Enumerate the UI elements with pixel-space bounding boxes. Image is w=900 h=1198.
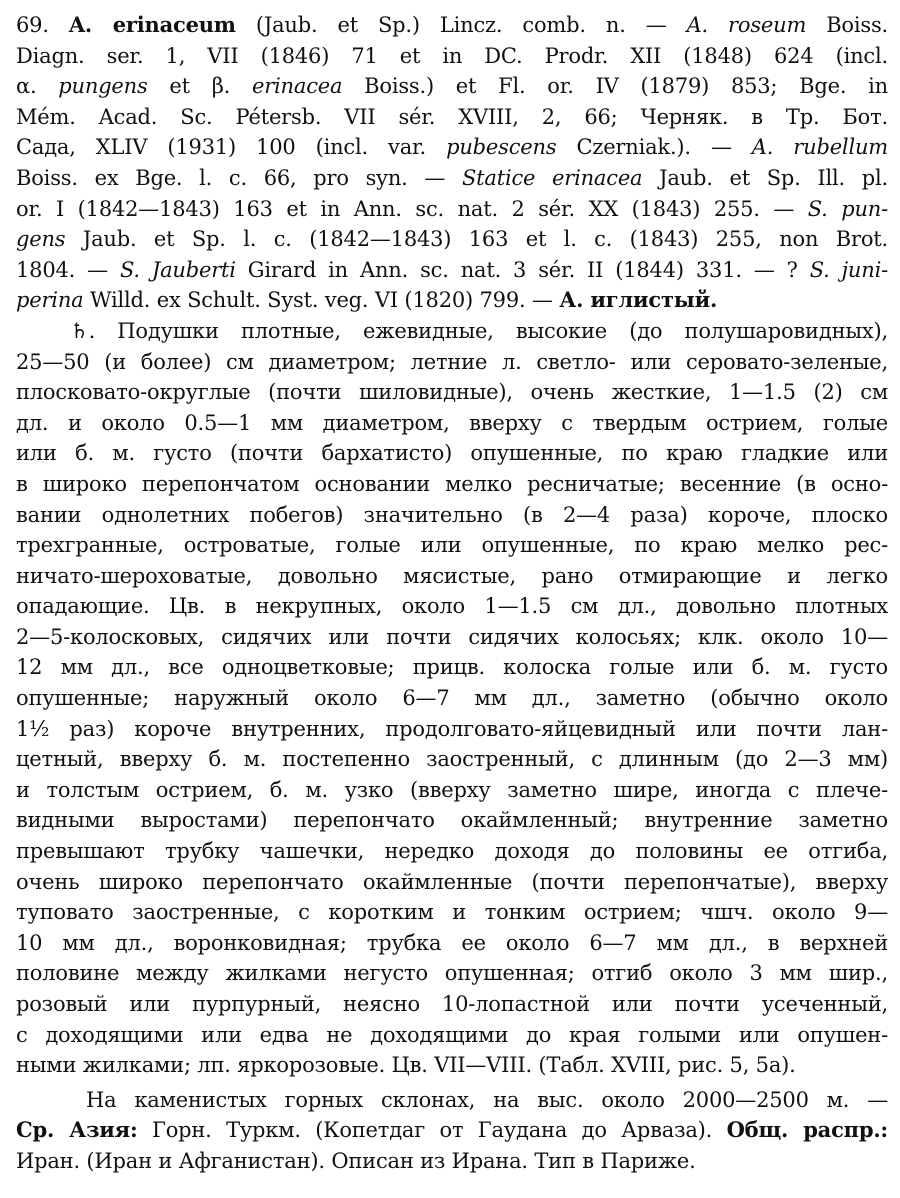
description-line: превышают трубку чашечки, нередко доходя до половины ее отгиба, <box>16 839 888 864</box>
region-line: Ср. Азия: Горн. Туркм. (Копетдаг от Гаудана до Арваза). Общ. распр.: <box>16 1117 888 1143</box>
synonymy-line: 69. A. erinaceum (Jaub. et Sp.) Lincz. comb. n. — A. roseum Boiss. <box>16 12 889 37</box>
description-line: трехгранные, островатые, голые или опушенные, по краю мелко рес- <box>16 533 888 558</box>
habitat-line: На каменистых горных склонах, на выс. около 2000—2500 м. — <box>86 1087 888 1112</box>
description-line: или б. м. густо (почти бархатисто) опушенные, по краю гладкие или <box>16 441 888 466</box>
description-paragraph <box>16 316 888 1081</box>
description-line: цетный, вверху б. м. постепенно заостренный, с длинным (до 2—3 мм) <box>16 747 888 772</box>
description-line: опадающие. Цв. в некрупных, около 1—1.5 см дл., довольно плотных <box>16 594 888 619</box>
synonymy-line: Сада, XLIV (1931) 100 (incl. var. pubescens Czerniak.). — A. rubellum <box>16 135 888 160</box>
synonymy-line: Diagn. ser. 1, VII (1846) 71 et in DC. Prodr. XII (1848) 624 (incl. <box>16 43 888 68</box>
synonymy-line: Boiss. ex Bge. l. c. 66, pro syn. — Statice erinacea Jaub. et Sp. Ill. pl. <box>16 165 889 190</box>
synonymy-line: Mém. Acad. Sc. Pétersb. VII sér. XVIII, 2, 66; Черняк. в Тр. Бот. <box>16 104 888 129</box>
description-line: 25—50 (и более) см диаметром; летние л. светло- или серовато-зеленые, <box>16 349 888 374</box>
distribution-paragraph <box>16 1085 888 1177</box>
description-line: туповато заостренные, с коротким и тонким острием; чшч. около 9— <box>16 900 888 925</box>
document-page <box>16 10 888 1177</box>
description-line: с доходящими или едва не доходящими до края голыми или опушен- <box>16 1022 888 1047</box>
description-line: видными выростами) перепончато окаймленный; внутренние заметно <box>16 808 888 833</box>
russian-name: А. иглистый. <box>559 287 718 313</box>
description-line: половине между жилками негусто опушенная; отгиб около 3 мм шир., <box>16 961 888 986</box>
distribution-line: Иран. (Иран и Афганистан). Описан из Ирана. Тип в Париже. <box>16 1148 696 1173</box>
synonymy-line: 1804. — S. Jauberti Girard in Ann. sc. nat. 3 sér. II (1844) 331. — ? S. juni- <box>16 257 888 282</box>
description-line: очень широко перепончато окаймленные (почти перепончатые), вверху <box>16 869 888 894</box>
description-line: розовый или пурпурный, неясно 10-лопастной или почти усеченный, <box>16 992 888 1016</box>
synonymy-line: gens Jaub. et Sp. l. c. (1842—1843) 163 et l. c. (1843) 255, non Brot. <box>16 227 888 252</box>
description-line: 2—5-колосковых, сидячих или почти сидячих колосьях; клк. около 10— <box>16 624 888 649</box>
description-line: 1½ раз) короче внутренних, продолговато-яйцевидный или почти лан- <box>16 716 888 741</box>
description-line: 12 мм дл., все одноцветковые; прицв. колоска голые или б. м. густо <box>16 655 888 680</box>
synonymy-line: α. pungens et β. erinacea Boiss.) et Fl. or. IV (1879) 853; Bge. in <box>16 74 889 99</box>
description-line: 10 мм дл., воронковидная; трубка ее около 6—7 мм дл., в верхней <box>16 930 888 955</box>
synonymy-line: or. I (1842—1843) 163 et in Ann. sc. nat. 2 sér. XX (1843) 255. — S. pun- <box>16 196 888 221</box>
description-line: в широко перепончатом основании мелко ресничатые; весенние (в осно- <box>16 471 888 496</box>
region-label: Ср. Азия: <box>16 1117 138 1143</box>
description-line: ничато-шероховатые, довольно мясистые, рано отмирающие и легко <box>16 563 888 588</box>
description-line: вании однолетних побегов) значительно (в 2—4 раза) короче, плоско <box>16 502 888 527</box>
description-line: ными жилками; лп. яркорозовые. Цв. VII—VIII. (Табл. XVIII, рис. 5, 5а). <box>16 1053 796 1078</box>
description-line: плосковато-округлые (почти шиловидные), очень жесткие, 1—1.5 (2) см <box>16 380 888 405</box>
description-line: ♄. Подушки плотные, ежевидные, высокие (до полушаровидных), <box>70 318 888 343</box>
general-distribution-label: Общ. распр.: <box>726 1117 888 1143</box>
synonymy-line: perina Willd. ex Schult. Syst. veg. VI (1820) 799. — А. иглистый. <box>16 287 718 313</box>
description-line: опушенные; наружный около 6—7 мм дл., заметно (обычно около <box>16 686 888 711</box>
species-name: A. erinaceum <box>68 12 236 37</box>
description-line: дл. и около 0.5—1 мм диаметром, вверху с твердым острием, голые <box>16 410 888 435</box>
description-line: и толстым острием, б. м. узко (вверху заметно шире, иногда с плече- <box>16 777 888 802</box>
species-entry <box>16 10 888 316</box>
